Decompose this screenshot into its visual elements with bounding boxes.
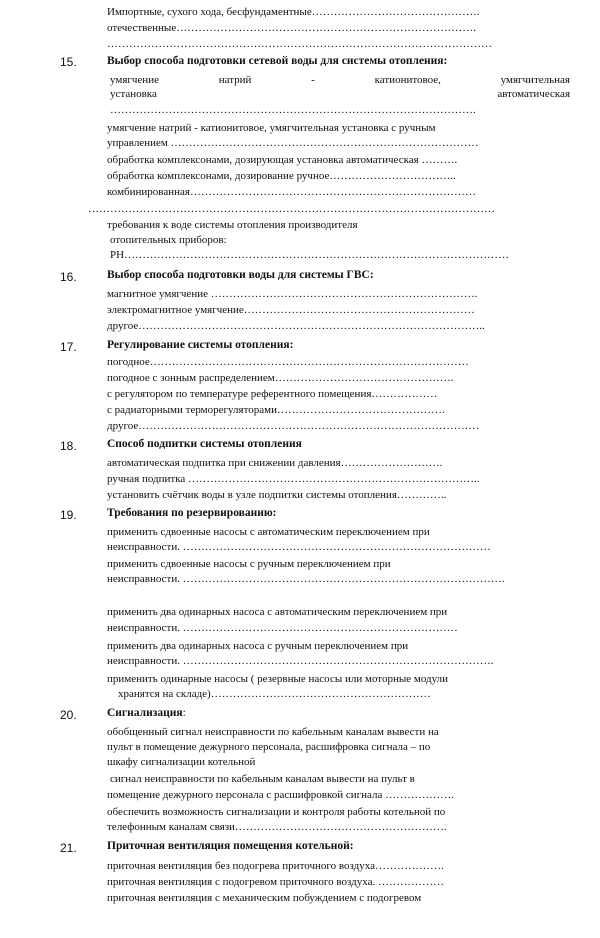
word: - xyxy=(311,74,315,86)
list-item-continuation: ………………………………………………………………………………………. xyxy=(110,104,476,116)
list-item: • обработка комплексонами, дозирующая установка автоматическая ………. xyxy=(107,154,567,167)
item-text: Импортные, сухого хода, бесфундаментные………………………………………. xyxy=(107,6,480,18)
section-title: Требования по резервированию: xyxy=(107,507,277,519)
word: натрий xyxy=(218,74,252,86)
section-title: Регулирование системы отопления: xyxy=(107,339,294,351)
list-item: • установить счётчик воды в узле подпитки системы отопления………….. xyxy=(107,489,567,502)
list-item: • электромагнитное умягчение……………………………………………………… xyxy=(107,304,567,317)
list-item: • с регулятором по температуре референтного помещения……………… xyxy=(107,388,567,401)
list-item: • обобщенный сигнал неисправности по кабельным каналам вывести на xyxy=(107,726,569,739)
list-item: • обработка комплексонами, дозирование ручное…………………………….. xyxy=(107,170,567,183)
list-item: • применить одинарные насосы ( резервные насосы или моторные модули xyxy=(107,673,567,686)
list-item: • с радиаторными терморегуляторами………………………………………. xyxy=(107,404,567,417)
section-title: Выбор способа подготовки воды для системы ГВС: xyxy=(107,269,374,281)
section-title xyxy=(107,707,186,719)
list-item: • приточная вентиляция с подогревом приточного воздуха. ……………… xyxy=(107,876,567,889)
section-number: 16. xyxy=(60,270,77,284)
word: умягчение xyxy=(110,74,159,86)
word: установка xyxy=(110,88,157,100)
list-item-continuation: неисправности. ………………………………………………………………… xyxy=(107,622,458,634)
list-item-continuation: отопительных приборов: xyxy=(110,234,227,246)
list-item-continuation: управлением ………………………………………………………………………… xyxy=(107,137,479,149)
section-title: Способ подпитки системы отопления xyxy=(107,438,302,450)
list-item xyxy=(110,74,570,87)
section-number: 18. xyxy=(60,439,77,453)
list-item: • комбинированная…………………………………………………………………… xyxy=(107,186,567,199)
word: автоматическая xyxy=(497,88,570,100)
list-item xyxy=(107,22,567,35)
section-number: 17. xyxy=(60,340,77,354)
list-item: • сигнал неисправности по кабельным каналам вывести на пульт в xyxy=(110,773,570,786)
list-item: • магнитное умягчение ………………………………………………………………. xyxy=(107,288,567,301)
list-item-continuation: помещение дежурного персонала с расшифровкой сигнала ………………. xyxy=(107,789,454,801)
list-item: • погодное с зонным распределением…………………………………………. xyxy=(107,372,567,385)
section-number: 20. xyxy=(60,708,77,722)
section-title-text: Сигнализация xyxy=(107,707,183,719)
list-item: • другое………………………………………………………………………………….. xyxy=(107,320,567,333)
list-item: • умягчение натрий - катионитовое, умягчительная установка с ручным xyxy=(107,122,567,135)
list-item: • приточная вентиляция без подогрева приточного воздуха………………. xyxy=(107,860,567,873)
list-item: • автоматическая подпитка при снижении давления………………………. xyxy=(107,457,567,470)
list-item: • ручная подпитка …………………………………………………………………….. xyxy=(107,473,567,486)
list-item: • приточная вентиляция с механическим побуждением с подогревом xyxy=(107,892,567,905)
section-title: Приточная вентиляция помещения котельной: xyxy=(107,840,354,852)
list-item-continuation: пульт в помещение дежурного персонала, расшифровка сигнала – по xyxy=(107,741,431,753)
list-item-continuation: РН…………………………………………………………………………………………… xyxy=(110,249,510,261)
list-item-continuation: неисправности. ……………………………………………………………………………. xyxy=(107,573,505,585)
list-item: • погодное…………………………………………………………………………… xyxy=(107,356,567,369)
section-title: Выбор способа подготовки сетевой воды для системы отопления: xyxy=(107,55,448,67)
word: умягчительная xyxy=(500,74,570,86)
list-item-continuation xyxy=(110,88,570,101)
list-item: • обеспечить возможность сигнализации и контроля работы котельной по xyxy=(107,806,569,819)
list-item-continuation: неисправности. ………………………………………………………………………… xyxy=(107,541,491,553)
list-item: • требования к воде системы отопления производителя xyxy=(107,219,567,232)
list-item-continuation: шкафу сигнализации котельной xyxy=(107,756,256,768)
list-item-continuation: хранятся на складе)…………………………………………………… xyxy=(118,688,431,700)
list-item: • другое………………………………………………………………………………… xyxy=(107,420,567,433)
word: катионитовое, xyxy=(374,74,441,86)
list-item: • применить два одинарных насоса с автоматическим переключением при xyxy=(107,606,567,619)
section-title-colon: : xyxy=(182,707,186,719)
section-number: 19. xyxy=(60,508,77,522)
list-item-continuation: неисправности. …………………………………………………………………………. xyxy=(107,655,494,667)
list-item: • применить сдвоенные насосы с ручным переключением при xyxy=(107,558,567,571)
item-text: отечественные………………………………………………………………………. xyxy=(107,22,476,34)
list-item-continuation: телефонным каналам связи…………………………………………………. xyxy=(107,821,447,833)
list-item xyxy=(107,38,567,51)
section-number: 15. xyxy=(60,55,77,69)
list-item xyxy=(107,6,567,19)
list-item-continuation: ………………………………………………………………………………………………… xyxy=(88,203,495,215)
section-number: 21. xyxy=(60,841,77,855)
item-text: …………………………………………………………………………………………… xyxy=(107,38,492,50)
list-item: • применить два одинарных насоса с ручным переключением при xyxy=(107,640,567,653)
list-item: • применить сдвоенные насосы с автоматическим переключением при xyxy=(107,526,567,539)
